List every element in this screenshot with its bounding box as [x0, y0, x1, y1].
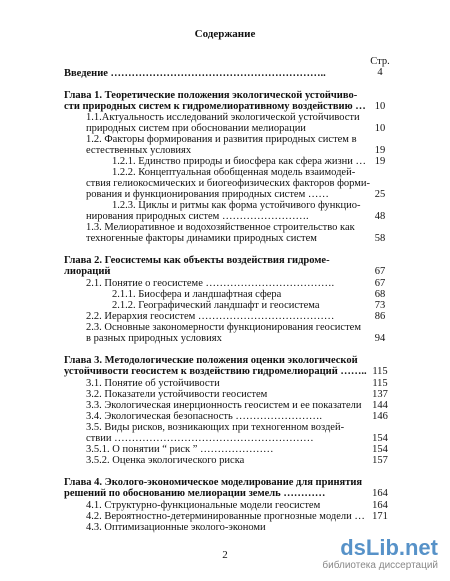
intro-page-number: 4 — [377, 67, 383, 78]
toc-entry-page: 146 — [372, 411, 388, 422]
toc-entry-text: 2.1.1. Биосфера и ландшафтная сфера — [112, 289, 282, 300]
toc-entry-text: естественных условиях — [86, 145, 192, 156]
toc-entry-page: 154 — [372, 433, 388, 444]
toc-entry-text: 4.1. Структурно-функциональные модели геосистем — [86, 500, 321, 511]
toc-entry-text: техногенные факторы динамики природных систем — [86, 233, 317, 244]
watermark-subtitle: библиотека диссертаций — [322, 560, 438, 571]
toc-entry-text: Глава 3. Методологические положения оценки экологической — [64, 355, 358, 366]
toc-entry-page: 144 — [372, 400, 388, 411]
toc-entry-page: 19 — [374, 145, 386, 156]
toc-entry-text: 3.4. Экологическая безопасность ……………………. — [86, 411, 323, 422]
toc-entry-page: 19 — [374, 156, 386, 167]
toc-entry-text: 1.3. Мелиоративное и водохозяйственное строительство как — [86, 222, 355, 233]
toc-entry-page: 48 — [374, 211, 386, 222]
toc-entry-page: 67 — [374, 266, 386, 277]
toc-entry-text: 1.2. Факторы формирования и развития природных систем в — [86, 134, 357, 145]
toc-entry-text: 2.1.2. Географический ландшафт и геосистема — [112, 300, 320, 311]
toc-entry-text: 2.2. Иерархия геосистем ………………………………… — [86, 311, 335, 322]
toc-entry-text: 1.2.3. Циклы и ритмы как форма устойчивого функцио- — [112, 200, 361, 211]
toc-entry-text: 3.5.2. Оценка экологического риска — [86, 455, 245, 466]
toc-entry-page: 58 — [374, 233, 386, 244]
toc-entry-page: 171 — [372, 511, 388, 522]
page-number-footer: 2 — [222, 549, 228, 561]
toc-entry-text: 2.3. Основные закономерности функционирования геосистем — [86, 322, 361, 333]
toc-entry-page: 10 — [374, 101, 386, 112]
toc-entry-text: 3.5.1. О понятии “ риск ” ………………… — [86, 444, 274, 455]
toc-entry-page: 68 — [374, 289, 386, 300]
toc-entry-text: сти природных систем к гидромелиоративному воздействию … — [64, 101, 366, 112]
toc-entry-text: лиораций — [64, 266, 111, 277]
toc-entry-text: нирования природных систем ……………………. — [86, 211, 309, 222]
toc-entry-text: 3.2. Показатели устойчивости геосистем — [86, 389, 268, 400]
toc-entry-text: 3.3. Экологическая инерционность геосистем и ее показатели — [86, 400, 362, 411]
toc-entry-text: 1.1.Актуальность исследований экологической устойчивости — [86, 112, 360, 123]
toc-entry-text: в разных природных условиях — [86, 333, 222, 344]
toc-entry-text: 1.2.2. Концептуальная обобщенная модель взаимодей- — [112, 167, 356, 178]
toc-entry-text: 1.2.1. Единство природы и биосфера как сфера жизни … — [112, 156, 366, 167]
toc-entry-text: рования и функционирования природных систем …… — [86, 189, 329, 200]
toc-entry-page: 25 — [374, 189, 386, 200]
toc-entry-text: решений по обоснованию мелиорации земель ………… — [64, 488, 326, 499]
toc-entry-page: 154 — [372, 444, 388, 455]
toc-entry-page: 157 — [372, 455, 388, 466]
toc-entry-page: 10 — [374, 123, 386, 134]
toc-entry-page: 86 — [374, 311, 386, 322]
toc-entry-text: Введение …………………………………………………….. — [64, 68, 326, 79]
watermark-logo: dsLib.net — [340, 535, 438, 560]
toc-entry-page: 94 — [374, 333, 386, 344]
toc-entry-text: ствии ………………………………………………… — [86, 433, 314, 444]
page-title: Содержание — [194, 28, 256, 40]
watermark — [288, 535, 438, 573]
toc-entry-text: 3.5. Виды рисков, возникающих при техногенном воздей- — [86, 422, 345, 433]
toc-entry-text: 4.2. Вероятностно-детерминированные прогнозные модели … — [86, 511, 365, 522]
toc-entry-page: 164 — [372, 500, 388, 511]
toc-entry-page: 67 — [374, 278, 386, 289]
toc-entry-text: Глава 2. Геосистемы как объекты воздействия гидроме- — [64, 255, 330, 266]
toc-entry-text: Глава 1. Теоретические положения экологической устойчиво- — [64, 90, 358, 101]
toc-entry-page: 115 — [372, 378, 388, 389]
toc-entry-text: ствия гелиокосмических и биогеофизических факторов форми- — [86, 178, 370, 189]
toc-entry-page: 164 — [372, 488, 388, 499]
toc-entry-text: 3.1. Понятие об устойчивости — [86, 378, 220, 389]
toc-entry-text: Глава 4. Эколого-экономическое моделирование для принятия — [64, 477, 363, 488]
toc-entry-text: устойчивости геосистем к воздействию гидромелиораций …….. — [64, 366, 367, 377]
page-column-label: Стр. — [370, 56, 390, 67]
toc-entry-page: 115 — [372, 366, 388, 377]
toc-entry-text: 2.1. Понятие о геосистеме ………………………………. — [86, 278, 335, 289]
toc-entry-page: 137 — [372, 389, 388, 400]
toc-entry-page: 73 — [374, 300, 386, 311]
toc-entry-text: природных систем при обосновании мелиорации — [86, 123, 306, 134]
toc-entry-text: 4.3. Оптимизационные эколого-экономи — [86, 522, 266, 533]
